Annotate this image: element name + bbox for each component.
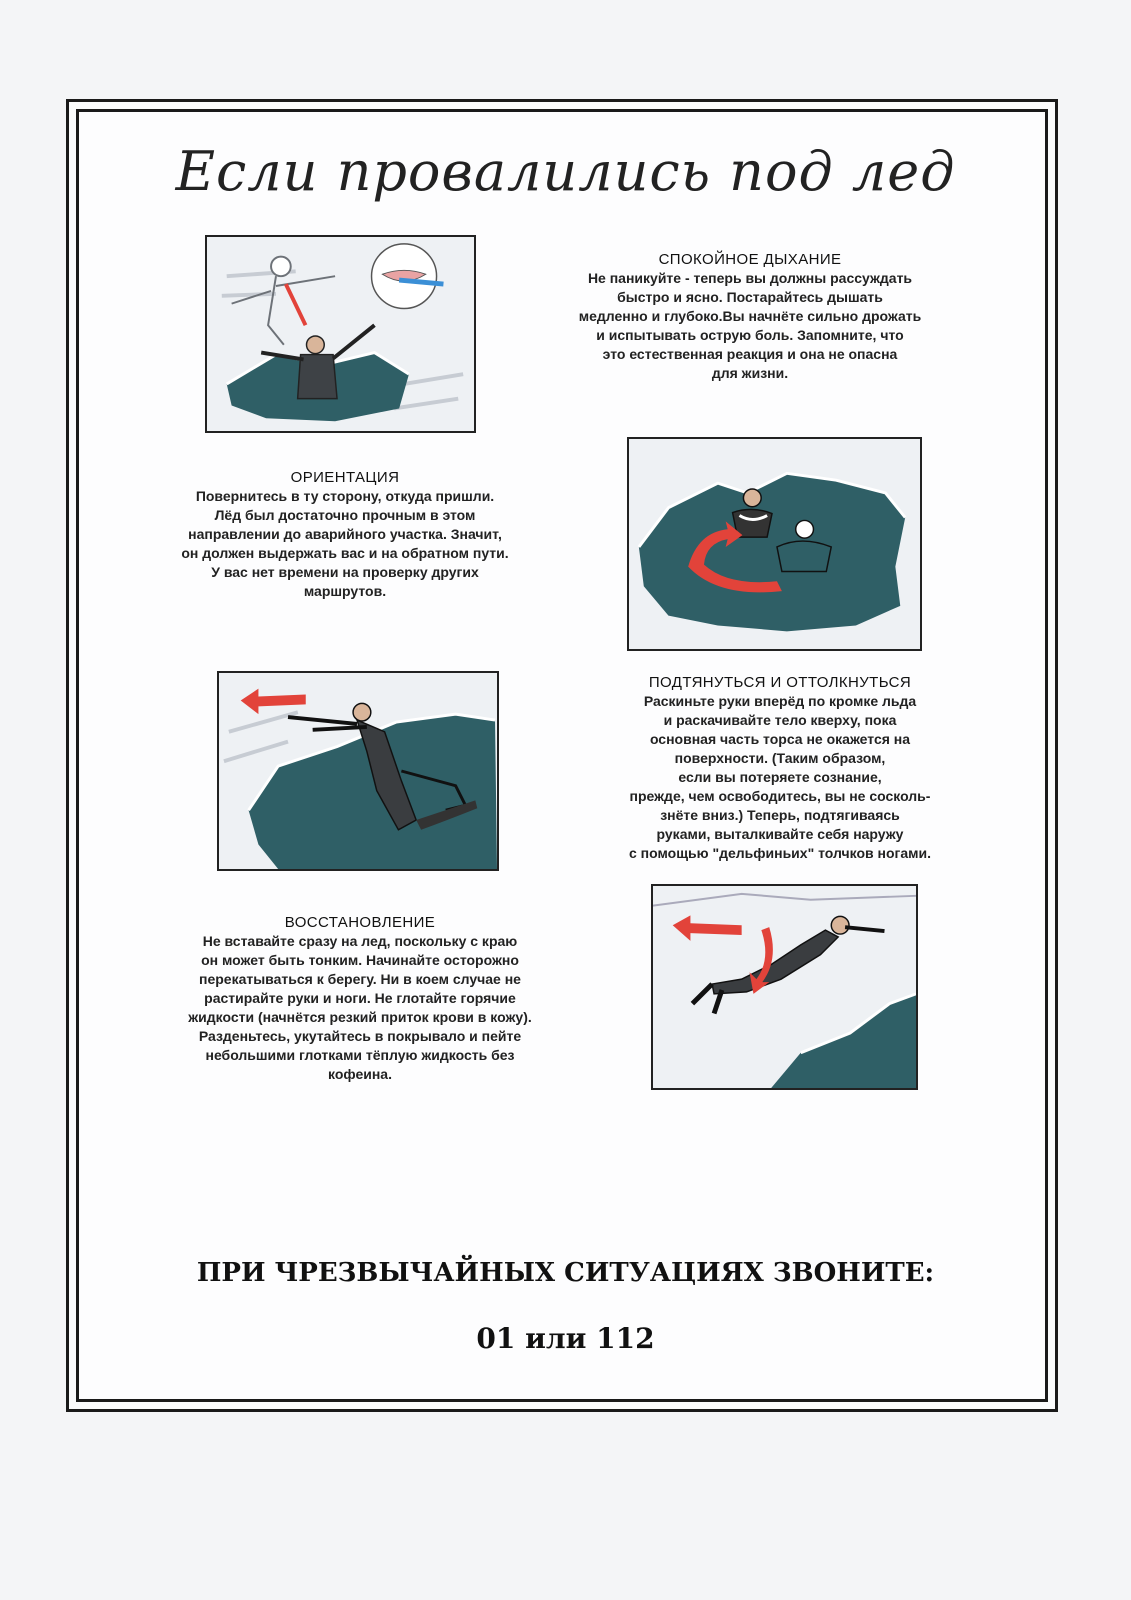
section-line: для жизни. — [711, 365, 789, 381]
section-heading: ВОССТАНОВЛЕНИЕ — [284, 914, 436, 931]
section-line: это естественная реакция и она не опасна — [602, 346, 898, 362]
section-line: он может быть тонким. Начинайте осторожно — [201, 952, 519, 968]
section-line: Не вставайте сразу на лед, поскольку с краю — [202, 933, 518, 949]
section-pull-push — [560, 673, 1000, 863]
section-line: поверхности. (Таким образом, — [674, 750, 886, 766]
section-heading: ОРИЕНТАЦИЯ — [290, 469, 400, 486]
section-line: маршрутов. — [303, 583, 387, 599]
section-heading: СПОКОЙНОЕ ДЫХАНИЕ — [658, 251, 842, 268]
section-line: направлении до аварийного участка. Значит, — [188, 526, 502, 542]
section-line: медленно и глубоко.Вы начнёте сильно дрожать — [578, 308, 922, 324]
illustration-pull-push — [217, 671, 499, 871]
section-orientation — [120, 468, 570, 601]
illustration-orientation — [627, 437, 922, 651]
section-line: У вас нет времени на проверку других — [211, 564, 479, 580]
section-line: жидкости (начнётся резкий приток крови в кожу). — [188, 1009, 532, 1025]
section-line: Не паникуйте - теперь вы должны рассуждать — [587, 270, 913, 286]
section-line: руками, выталкивайте себя наружу — [656, 826, 904, 842]
emergency-call-text: ПРИ ЧРЕЗВЫЧАЙНЫХ СИТУАЦИЯХ ЗВОНИТЕ: — [196, 1258, 935, 1288]
poster-title: Если провалились под лед — [175, 140, 956, 203]
section-line: знёте вниз.) Теперь, подтягиваясь — [660, 807, 900, 823]
section-line: растирайте руки и ноги. Не глотайте горячие — [204, 990, 516, 1006]
section-line: Лёд был достаточно прочным в этом — [214, 507, 476, 523]
illustration-breathing — [205, 235, 476, 433]
section-line: перекатываться к берегу. Ни в коем случае не — [199, 971, 521, 987]
section-line: кофеина. — [328, 1066, 392, 1082]
section-line: быстро и ясно. Постарайтесь дышать — [617, 289, 883, 305]
section-line: Повернитесь в ту сторону, откуда пришли. — [195, 488, 495, 504]
section-recovery — [125, 913, 595, 1084]
section-line: с помощью "дельфиньих" толчков ногами. — [628, 845, 932, 861]
section-line: основная часть торса не окажется на — [649, 731, 911, 747]
section-line: если вы потеряете сознание, — [678, 769, 882, 785]
section-line: Разденьтесь, укутайтесь в покрывало и пейте — [198, 1028, 522, 1044]
emergency-numbers: 01 или 112 — [476, 1322, 655, 1355]
section-heading: ПОДТЯНУТЬСЯ И ОТТОЛКНУТЬСЯ — [648, 674, 912, 691]
illustration-recovery — [651, 884, 918, 1090]
section-line: он должен выдержать вас и на обратном пути. — [181, 545, 509, 561]
section-line: и раскачивайте тело кверху, пока — [663, 712, 897, 728]
section-line: небольшими глотками тёплую жидкость без — [205, 1047, 515, 1063]
section-breathing — [500, 250, 1000, 383]
section-line: Раскиньте руки вперёд по кромке льда — [643, 693, 917, 709]
section-line: прежде, чем освободитесь, вы не сосколь- — [629, 788, 931, 804]
section-line: и испытывать острую боль. Запомните, что — [596, 327, 904, 343]
